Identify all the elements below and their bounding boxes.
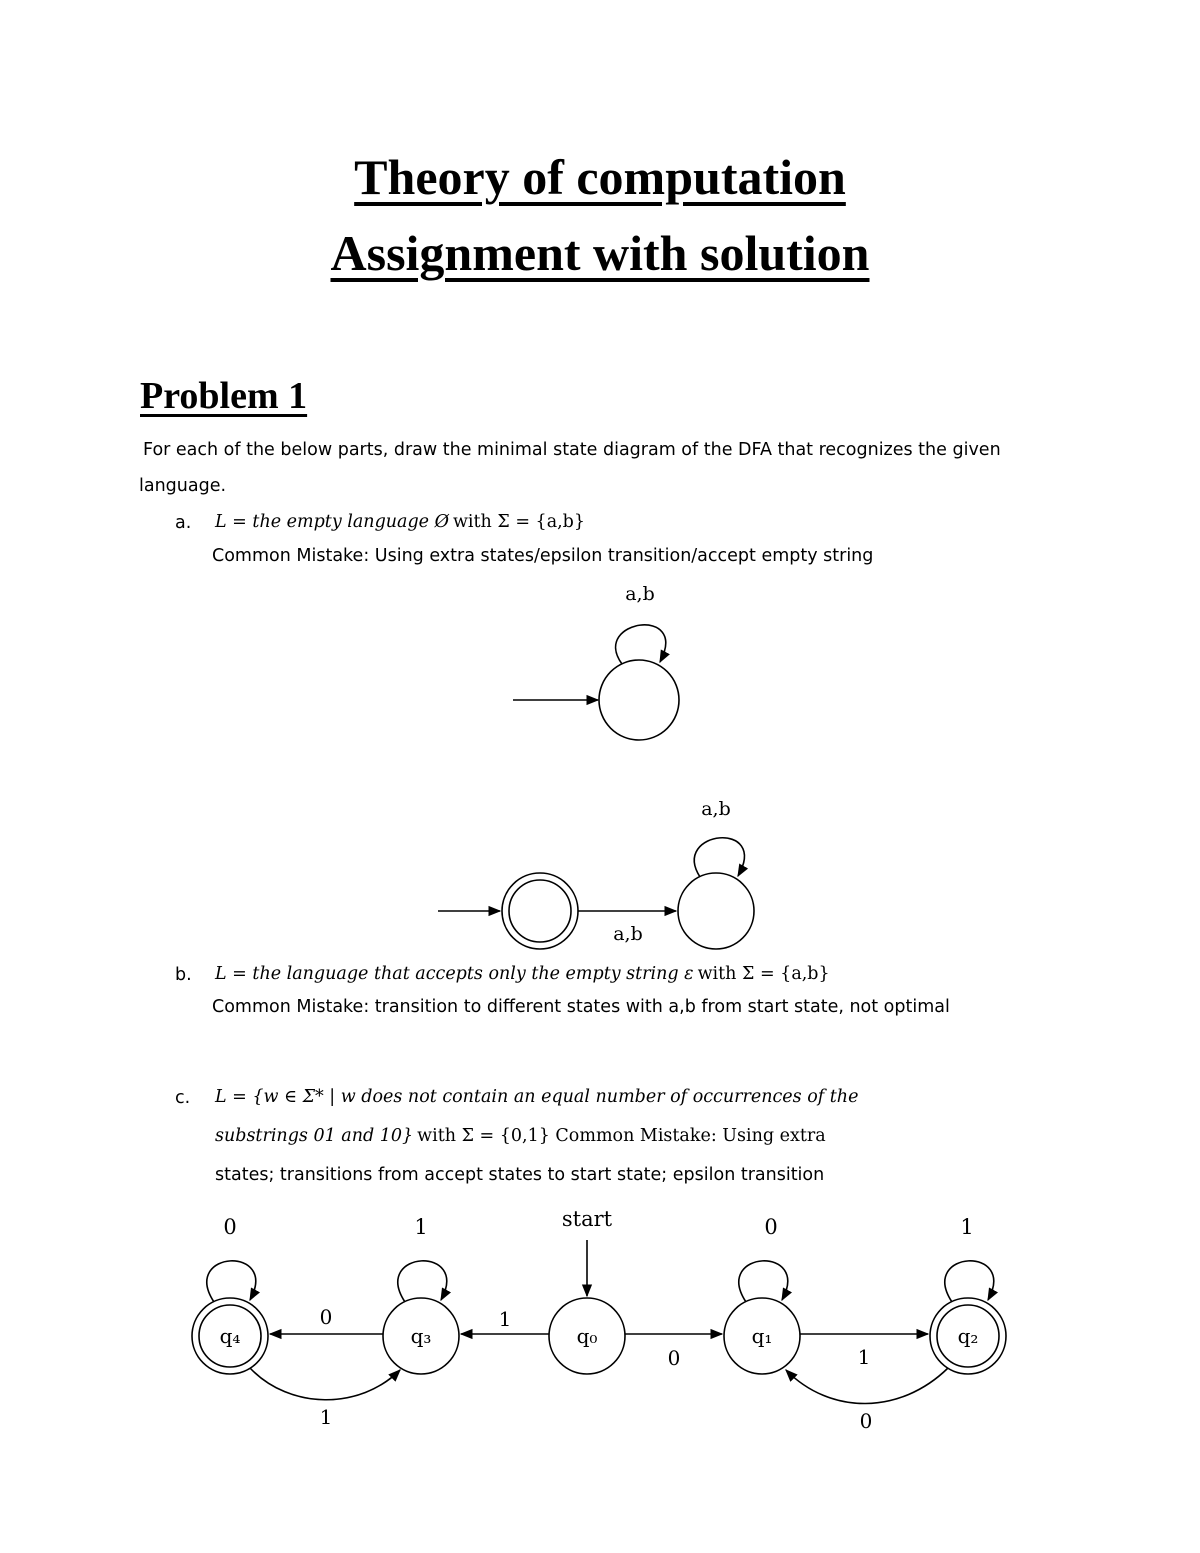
diagram-c-loop-q4-label: 0 <box>223 1215 237 1239</box>
part-a-marker: a. <box>175 513 192 533</box>
part-a-statement-italic: L = the empty language Ø <box>215 512 449 532</box>
diagram-a-state <box>599 660 679 740</box>
diagram-c-edge-q0-q3-label: 1 <box>498 1307 512 1331</box>
part-a-statement-rest: with Σ = {a,b} <box>452 512 586 532</box>
diagram-c-loop-q1 <box>739 1261 788 1302</box>
part-c-line2-italic: substrings 01 and 10} <box>215 1126 414 1146</box>
diagram-b-trap-state <box>678 873 754 949</box>
diagram-c-state-q0-label: q₀ <box>576 1324 598 1348</box>
diagram-c-edge-q3-q4-label: 0 <box>319 1305 333 1329</box>
diagram-c-loop-q2-label: 1 <box>960 1215 974 1239</box>
diagram-c-state-q4-label: q₄ <box>219 1324 241 1348</box>
part-b-mistake: Common Mistake: transition to different states with a,b from start state, not optimal <box>212 997 950 1017</box>
diagram-b-accept-state-inner <box>509 880 571 942</box>
diagram-b-loop-label: a,b <box>701 798 731 820</box>
diagram-c-edge-q2-q1-label: 0 <box>859 1409 873 1433</box>
problem-heading: Problem 1 <box>140 375 308 417</box>
diagram-c-edge-q4-q3 <box>250 1368 400 1400</box>
part-c-line3: states; transitions from accept states to start state; epsilon transition <box>215 1165 825 1185</box>
part-c-line2 <box>215 1126 826 1146</box>
diagram-c-edge-q2-q1 <box>786 1368 948 1404</box>
diagram-c-state-q3-label: q₃ <box>410 1324 432 1348</box>
diagram-c-edge-q4-q3-label: 1 <box>319 1405 333 1429</box>
document-title: Theory of computation <box>354 149 846 205</box>
diagram-c-loop-q3-label: 1 <box>414 1215 428 1239</box>
part-b-statement <box>215 964 830 984</box>
diagram-c <box>192 1207 1006 1433</box>
problem-intro-line1: For each of the below parts, draw the minimal state diagram of the DFA that recognizes the given <box>143 440 1001 460</box>
diagram-c-state-q1-label: q₁ <box>751 1324 773 1348</box>
diagram-a-loop-label: a,b <box>625 583 655 605</box>
part-a-mistake: Common Mistake: Using extra states/epsilon transition/accept empty string <box>212 546 874 566</box>
problem-intro-line2: language. <box>139 476 227 496</box>
diagram-b <box>438 798 754 949</box>
part-c-line2-rest: with Σ = {0,1} Common Mistake: Using extra <box>417 1126 826 1146</box>
part-c-marker: c. <box>175 1088 191 1108</box>
diagram-b-accept-state-outer <box>502 873 578 949</box>
diagram-c-state-q2-label: q₂ <box>957 1324 979 1348</box>
diagram-c-loop-q2 <box>945 1261 994 1302</box>
diagram-c-edge-q0-q1-label: 0 <box>667 1346 681 1370</box>
diagram-a <box>513 583 679 740</box>
diagram-c-loop-q4 <box>207 1261 256 1302</box>
part-b-marker: b. <box>175 965 192 985</box>
part-b-statement-rest: with Σ = {a,b} <box>697 964 830 984</box>
diagram-c-edge-q1-q2-label: 1 <box>857 1345 871 1369</box>
part-c-line1: L = {w ∈ Σ* | w does not contain an equal number of occurrences of the <box>215 1087 859 1107</box>
diagram-c-loop-q1-label: 0 <box>764 1215 778 1239</box>
diagram-b-edge-label: a,b <box>613 923 643 945</box>
diagram-b-self-loop <box>694 838 744 877</box>
diagram-a-self-loop <box>616 625 666 664</box>
document-subtitle: Assignment with solution <box>330 225 870 281</box>
diagram-c-start-label: start <box>561 1207 613 1231</box>
part-b-statement-italic: L = the language that accepts only the empty string ε <box>215 964 694 984</box>
diagram-c-loop-q3 <box>398 1261 447 1302</box>
